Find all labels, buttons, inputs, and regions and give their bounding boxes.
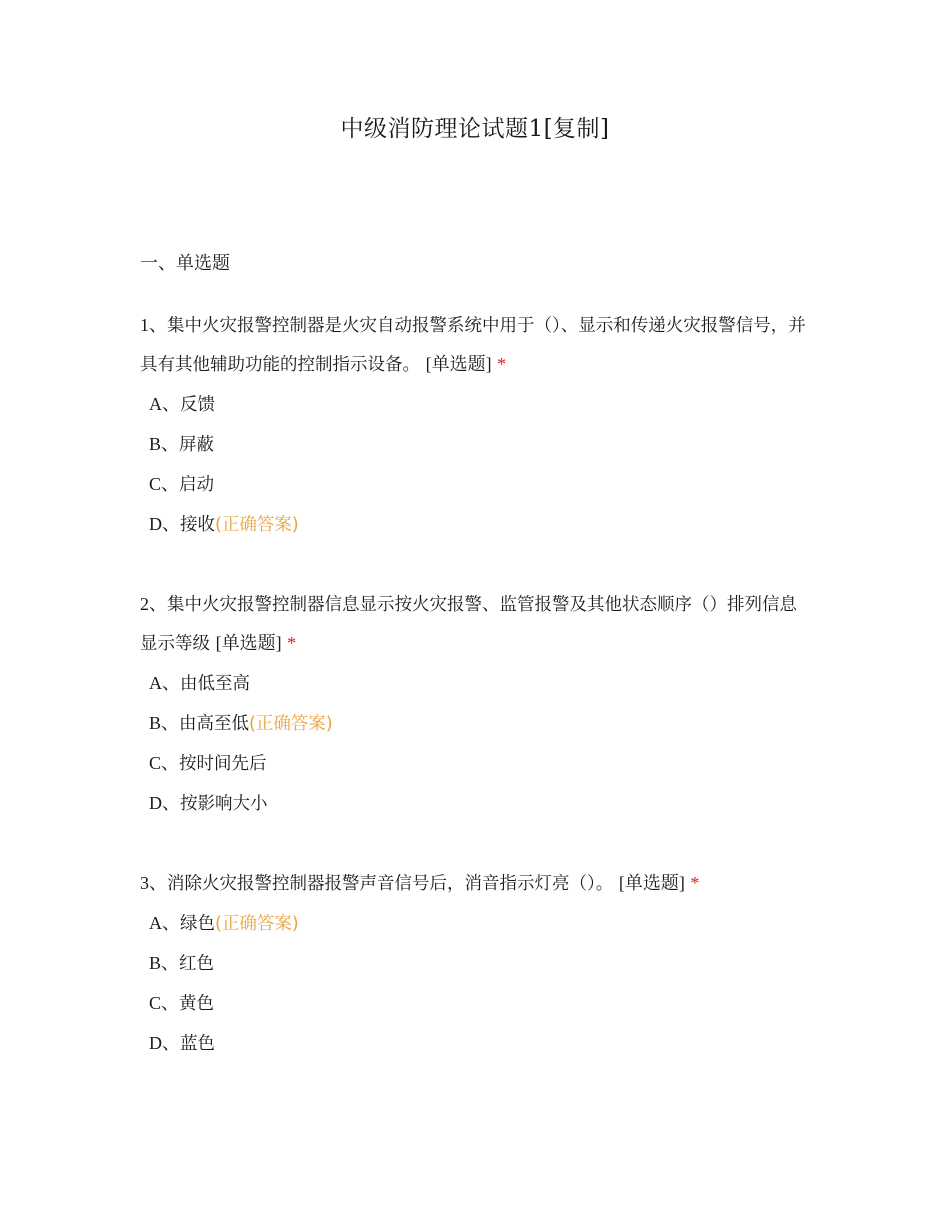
option-letter: C、 (149, 474, 180, 494)
option-b (149, 711, 810, 751)
question-type-label: [单选题] (618, 873, 685, 893)
option-letter: A、 (149, 913, 180, 933)
question-type-label: [单选题] (425, 354, 492, 374)
option-text: 接收 (180, 515, 215, 535)
option-text: 黄色 (179, 994, 215, 1014)
option-letter: B、 (149, 713, 180, 733)
question-number: 1、 (140, 315, 167, 335)
question-number: 3、 (140, 873, 167, 893)
question-3 (140, 864, 810, 1071)
option-text: 按影响大小 (180, 794, 268, 814)
option-letter: B、 (149, 953, 180, 973)
required-mark: * (497, 354, 507, 374)
option-text: 反馈 (180, 395, 215, 415)
option-letter: B、 (149, 434, 180, 454)
option-c (149, 991, 810, 1031)
option-list (149, 911, 810, 1071)
option-b (149, 432, 810, 472)
question-body: 集中火灾报警控制器信息显示按火灾报警、监管报警及其他状态顺序（）排列信息显示等级 (140, 595, 797, 654)
correct-answer-label: (正确答案) (215, 515, 299, 535)
option-a (149, 392, 810, 432)
option-d (149, 512, 810, 552)
option-c (149, 472, 810, 512)
question-text (140, 306, 810, 384)
option-letter: A、 (149, 673, 180, 693)
question-body: 消除火灾报警控制器报警声音信号后，消音指示灯亮（）。 (167, 874, 614, 894)
option-a (149, 911, 810, 951)
option-c (149, 751, 810, 791)
option-text: 屏蔽 (179, 435, 215, 455)
question-text (140, 864, 810, 903)
option-text: 启动 (179, 475, 215, 495)
section-heading: 一、单选题 (140, 253, 230, 274)
question-body: 集中火灾报警控制器是火灾自动报警系统中用于（）、显示和传递火灾报警信号，并具有其他辅助功能的控制指示设备。 (140, 316, 806, 375)
question-number: 2、 (140, 594, 167, 614)
question-type-label: [单选题] (215, 633, 282, 653)
option-letter: A、 (149, 394, 180, 414)
question-1 (140, 306, 810, 552)
correct-answer-label: (正确答案) (215, 914, 299, 934)
page-title: 中级消防理论试题1[复制] (340, 116, 610, 142)
option-text: 蓝色 (180, 1034, 215, 1054)
option-text: 红色 (179, 954, 215, 974)
option-d (149, 791, 810, 831)
option-text: 由低至高 (180, 674, 250, 694)
option-text: 按时间先后 (179, 754, 267, 774)
option-a (149, 671, 810, 711)
required-mark: * (287, 633, 297, 653)
option-list (149, 671, 810, 831)
option-list (149, 392, 810, 552)
option-letter: D、 (149, 514, 180, 534)
option-b (149, 951, 810, 991)
option-d (149, 1031, 810, 1071)
option-letter: D、 (149, 1033, 180, 1053)
option-text: 绿色 (180, 914, 215, 934)
question-text (140, 585, 810, 663)
required-mark: * (690, 873, 700, 893)
question-2 (140, 585, 810, 831)
correct-answer-label: (正确答案) (249, 714, 333, 734)
option-letter: C、 (149, 753, 180, 773)
option-letter: C、 (149, 993, 180, 1013)
option-letter: D、 (149, 793, 180, 813)
option-text: 由高至低 (179, 714, 250, 734)
